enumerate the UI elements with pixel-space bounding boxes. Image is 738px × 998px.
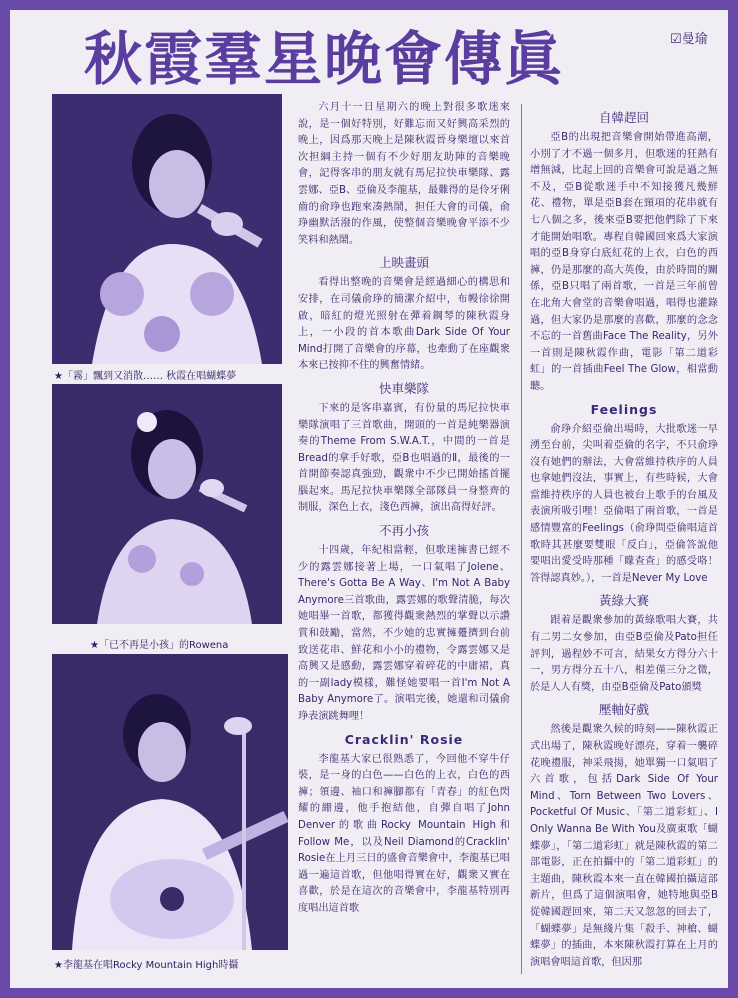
paragraph: 看得出整晚的音樂會是經過細心的構思和安排，在司儀俞琤的簡潔介紹中，布幔徐徐開啟，暗紅的燈光照射在彈着鋼琴的陳秋霞身上，一小段的首本歌曲Dark Side Of Your Mind打開了音樂會的序幕，也牽動了在座觀衆本來已按抑不住的興奮情緒。 [298, 277, 510, 372]
photo-singer-microphone [52, 94, 282, 364]
paragraph: 俞琤介紹亞倫出場時，大批歌迷一早湧至台前，尖叫着亞倫的名字，不只俞琤沒有她們的辦法，大會當維持秩序的人員也拿她們沒法，事實上，有些時候，大會當維持秩序的人員也被台上歌手的台風及表演所吸引哩！亞倫唱了兩首歌，一首是感情豐富的Feelings（俞琤問亞倫唱這首歌時其甚麼要雙眼「反白」，亞倫答說他要唱出愛受時那種「矇查查」的感受咯！答得認真妙。），一首是Never My Love [530, 423, 718, 584]
section-heading: 自韓趕回 [598, 110, 649, 125]
paragraph: 下來的是客串嘉賓，有份量的馬尼拉快車樂隊演唱了三首歌曲，開頭的一首是純樂器演奏的Theme From S.W.A.T.，中間的一首是Bread的拿手好歌，亞B也唱過的Ⅱ，最後的一首開節奏認真強勁，觀衆中不少已開始搖首擺腦起來。馬尼拉快車樂隊全部隊員一身整齊的制服，深色上衣，淺色西褲，演出高得好評。 [298, 402, 510, 514]
paragraph: 李龍基大家已很熟悉了，今回他不穿牛仔裝，是一身的白色——白色的上衣，白色的西褲；領邊、袖口和褲腳都有「青春」的紅色閃耀的綳邊，他手抱結他，自彈自唱了John Denver的歌曲Rocky Mountain High和Follow Me，以及Neil Diamond的Cracklin' Rosie在上月三日的盛會音樂會中，李龍基已唱過一遍這首歌，但他唱得實在好，觀衆又實在喜歡，於是在這次的音樂會中，李龍基特別再度唱出這首歌 [298, 753, 510, 914]
paragraph: 跟着是觀衆參加的黃綠歌唱大賽，共有二男二女參加，由亞B亞倫及Pato担任評判，過程妙不可言，結果女方得分六十一，男方得分五十八，相差僅三分之微，於是人人有獎，由亞B亞倫及Pato頒獎 [530, 615, 718, 693]
section-heading: 快車樂隊 [378, 380, 429, 396]
section-heading: 不再小孩 [378, 523, 429, 539]
paragraph: 亞B的出現把音樂會開始帶進高潮，小別了才不過一個多月，但歌迷的狂熱有增無減，比起上回的音樂會可說是過之無不及，亞B從歌迷手中不知接獲凡幾鮮花、禮物，單是亞B套在頸項的花串就有七八個之多，後來亞B要把他們除了下來才能開始唱歌。專程自韓國回來爲大家演唱的亞B身穿白底紅花的上衣，白色的西褲，仍是那麼的高大英俊，由於時間的關係，亞B只唱了兩首歌，一首是三年前曾在北角大會堂的音樂會唱過，唱得也灌錄過，但大家仍是那麼的喜歡，那麼的念念不忘的一首舊曲Face The Reality，另外一首則是陳秋霞作曲，電影「第二道彩虹」的一首插曲Feel The Glow，相當動聽。 [530, 132, 718, 392]
section-heading: Feelings [590, 401, 658, 417]
column-divider [521, 104, 522, 974]
caption-photo-1: ★「霧」飄到又消散…… 秋霞在唱蝴蝶夢 [54, 371, 237, 382]
caption-photo-3: ★李龍基在唱Rocky Mountain High時攝 [54, 960, 239, 971]
section-heading: 黃綠大賽 [598, 593, 649, 609]
section-heading: Cracklin' Rosie [344, 731, 464, 747]
article-column-right [530, 104, 718, 971]
paragraph: 十四歲，年紀相當輕，但歌迷擁書已經不少的露雲娜接著上場，一口氣唱了Jolene、There's Gotta Be A Way、I'm Not A Baby Anymore三首歌曲，露雲娜的歌聲清脆，每次她唱畢一首歌，都獲得觀衆熱烈的掌聲以示讚賞和鼓勵，當然，不少她的忠實擁躉擠到台前致送花串、鮮花和小小的禮物，令露雲娜又是高興又是感動，露雲娜穿着碎花的中庸裙，真的一副lady模樣，難怪她要唱一首I'm Not A Baby Anymore了。演唱完後，她還和司儀俞琤表演跳舞哩！ [298, 545, 510, 722]
article-title: 秋霞羣星晚會傳眞 [84, 25, 565, 93]
byline: ☑曼瑜 [670, 32, 708, 47]
intro-paragraph: 六月十一日星期六的晚上對很多歌迷來說，是一個好特別，好難忘而又好興高采烈的晚上，因爲那天晚上是陳秋霞晉身樂壇以來首次担綱主持一個有不少好朋友助陣的音樂晚會，記得客串的朋友就有馬尼拉快車樂隊、露雲娜、亞B、亞倫及李龍基，最難得的是伶牙俐齒的俞琤也跑來凑熱鬧，担任大會的司儀，俞琤幽默活潑的作風，使整個音樂晚會平添不少笑料和熱鬧。 [298, 102, 510, 246]
photo-guitarist [52, 654, 288, 950]
caption-photo-2: ★「已不再是小孩」的Rowena [90, 640, 229, 651]
paragraph: 然後是觀衆久候的時刻——陳秋霞正式出場了，陳秋霞晚好漂亮，穿着一襲碎花晚禮服，神采飛揚，她單獨一口氣唱了六首歌，包括Dark Side Of Your Mind、Torn Between Two Lovers、Pocketful Of Music、「第二道彩虹」、I Only Wanna Be With You及廣東歌「蝴蝶夢」，「第二道彩虹」就是陳秋霞的第二部電影，正在拍攝中的「第二道彩虹」的主題曲，陳秋霞本來一直在韓國拍攝這部新片，但爲了這個演唱會，她特地與亞B從韓國趕回來，第二天又忽忽的回去了，「蝴蝶夢」是無綫片集「殺手、神槍、蝴蝶夢」的插曲，本來陳秋霞打算在上月的演唱會唱這首歌，但因那 [530, 724, 718, 968]
photo-rowena [52, 384, 282, 624]
section-heading: 壓軸好戲 [598, 702, 649, 718]
article-column-middle [298, 100, 510, 918]
magazine-page [10, 10, 728, 988]
section-heading: 上映畫頭 [378, 255, 429, 271]
